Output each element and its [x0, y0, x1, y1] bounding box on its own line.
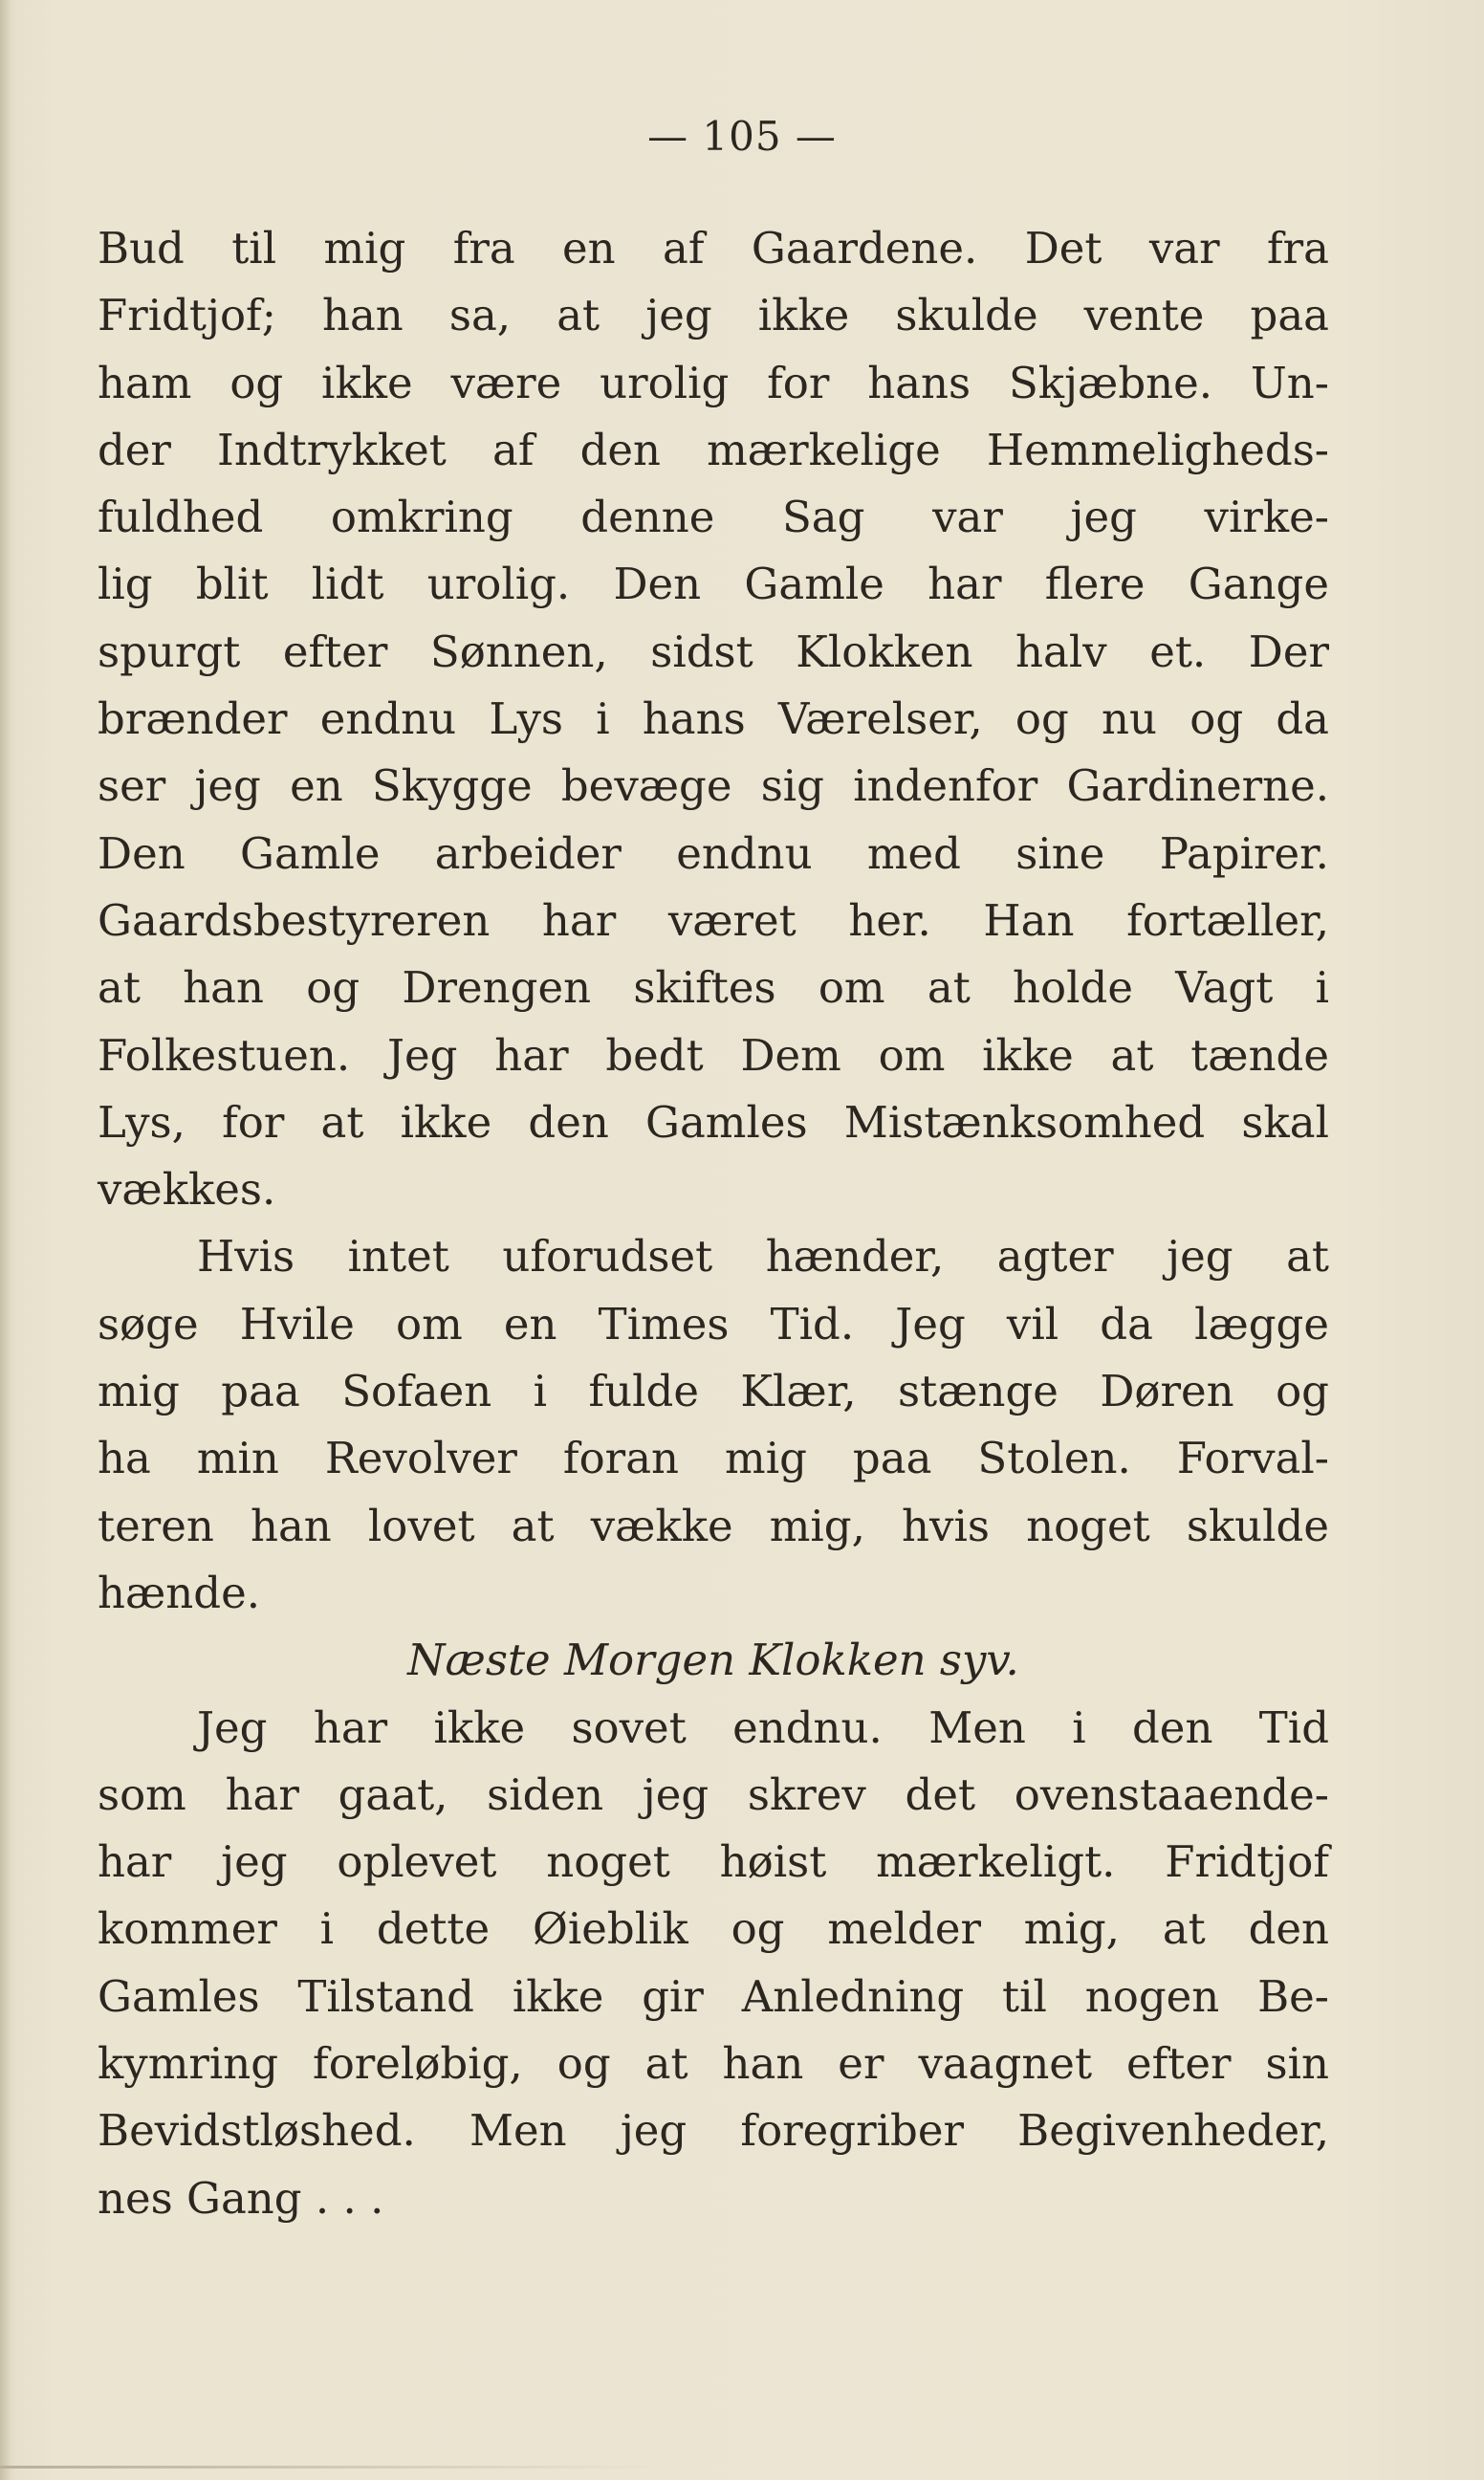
- text-line: ser jeg en Skygge bevæge sig indenfor Gardinerne.: [98, 760, 1329, 812]
- text-line: mig paa Sofaen i fulde Klær, stænge Døren og: [98, 1366, 1329, 1417]
- text-line: brænder endnu Lys i hans Værelser, og nu og da: [98, 693, 1329, 745]
- page-number: — 105 —: [647, 113, 837, 160]
- text-line: Bud til mig fra en af Gaardene. Det var fra: [98, 223, 1329, 274]
- text-line: har jeg oplevet noget høist mærkeligt. Fridtjof: [98, 1836, 1329, 1888]
- text-line: fuldhed omkring denne Sag var jeg virke-: [98, 492, 1329, 543]
- text-line: Jeg har ikke sovet endnu. Men i den Tid: [197, 1701, 1329, 1753]
- text-line: der Indtrykket af den mærkelige Hemmeligheds-: [98, 424, 1329, 475]
- text-line: teren han lovet at vække mig, hvis noget skulde: [98, 1500, 1329, 1551]
- text-line: søge Hvile om en Times Tid. Jeg vil da lægge: [98, 1298, 1329, 1350]
- text-line: kommer i dette Øieblik og melder mig, at den: [98, 1903, 1329, 1955]
- text-line: at han og Drengen skiftes om at holde Vagt i: [98, 962, 1329, 1014]
- text-line: Folkestuen. Jeg har bedt Dem om ikke at tænde: [98, 1029, 1329, 1081]
- text-line: Bevidstløshed. Men jeg foregriber Begivenheder,: [98, 2105, 1329, 2157]
- text-line: Gamles Tilstand ikke gir Anledning til nogen Be-: [98, 1970, 1329, 2022]
- text-line: vækkes.: [98, 1164, 276, 1216]
- text-line: som har gaat, siden jeg skrev det ovenstaaende-: [98, 1768, 1329, 1820]
- text-line: nes Gang . . .: [98, 2172, 384, 2224]
- body-text: [98, 215, 1329, 2232]
- text-line: Hvis intet uforudset hænder, agter jeg at: [197, 1231, 1329, 1283]
- text-line: spurgt efter Sønnen, sidst Klokken halv et. Der: [98, 625, 1329, 677]
- binding-edge: [0, 0, 10, 2480]
- section-heading: Næste Morgen Klokken syv.: [407, 1635, 1019, 1686]
- page-bottom-edge: [0, 2466, 669, 2469]
- text-line: lig blit lidt urolig. Den Gamle har flere Gange: [98, 559, 1329, 610]
- text-line: ham og ikke være urolig for hans Skjæbne. Un-: [98, 357, 1329, 408]
- text-line: ha min Revolver foran mig paa Stolen. Forval-: [98, 1433, 1329, 1484]
- text-line: Den Gamle arbeider endnu med sine Papirer.: [98, 827, 1329, 879]
- text-line: Lys, for at ikke den Gamles Mistænksomhed skal: [98, 1096, 1329, 1148]
- text-line: kymring foreløbig, og at han er vaagnet efter sin: [98, 2038, 1329, 2090]
- text-line: Fridtjof; han sa, at jeg ikke skulde vente paa: [98, 290, 1329, 341]
- text-line: hænde.: [98, 1567, 261, 1618]
- text-line: Gaardsbestyreren har været her. Han fortæller,: [98, 894, 1329, 946]
